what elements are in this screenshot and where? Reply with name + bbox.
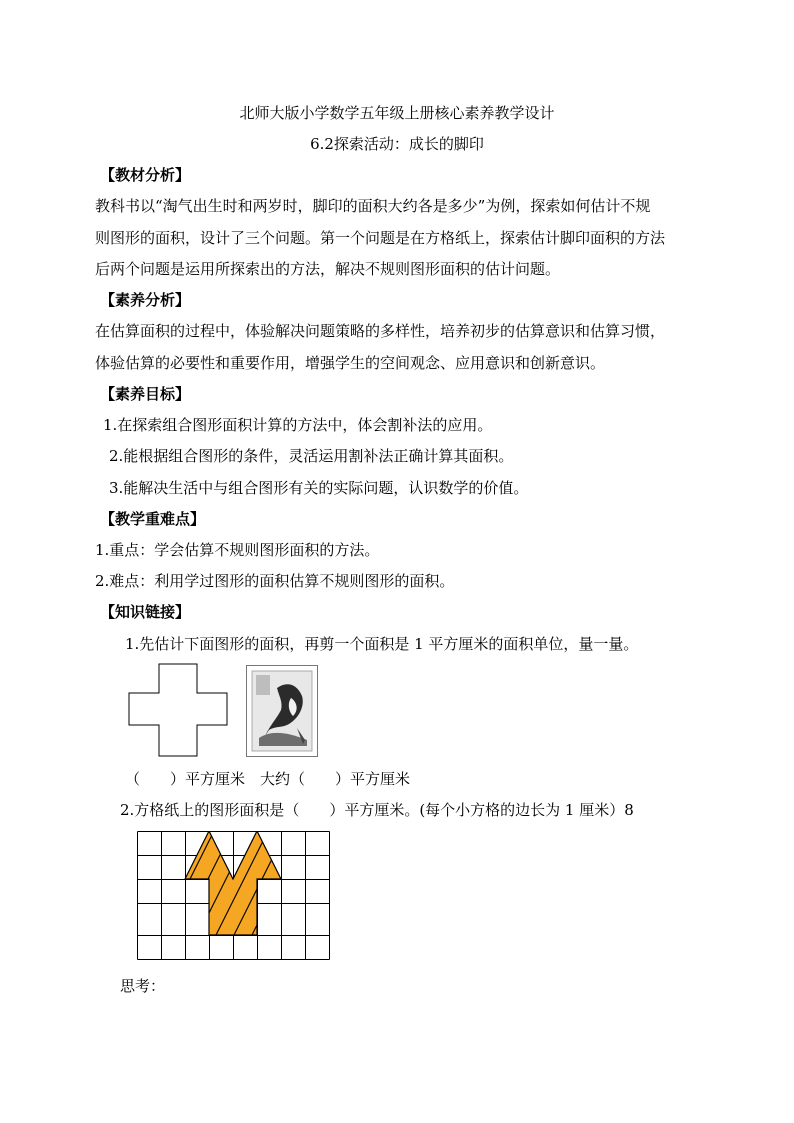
think-label: 思考： — [120, 977, 166, 995]
section-heading-material: 【教材分析】 — [100, 166, 191, 184]
cross-shape — [129, 664, 227, 756]
bird-stamp-illustration — [247, 666, 317, 756]
material-line-1: 教科书以“淘气出生时和两岁时，脚印的面积大约各是多少”为例，探索如何估计不规 — [95, 197, 651, 215]
bird-stamp-image — [246, 665, 318, 757]
question-1-answer: （ ）平方厘米 大约（ ）平方厘米 — [125, 770, 411, 788]
goal-line-3: 3.能解决生活中与组合图形有关的实际问题，认识数学的价值。 — [109, 479, 529, 497]
section-heading-literacy: 【素养分析】 — [100, 291, 191, 309]
keypoint-line-1: 1.重点：学会估算不规则图形面积的方法。 — [95, 541, 380, 559]
question-2: 2.方格纸上的图形面积是（ ）平方厘米。(每个小方格的边长为 1 厘米）8 — [120, 801, 634, 819]
document-subtitle: 6.2探索活动：成长的脚印 — [310, 135, 484, 153]
section-heading-links: 【知识链接】 — [100, 603, 191, 621]
document-title: 北师大版小学数学五年级上册核心素养教学设计 — [239, 104, 555, 122]
keypoint-line-2: 2.难点：利用学过图形的面积估算不规则图形的面积。 — [95, 572, 455, 590]
section-heading-goals: 【素养目标】 — [100, 385, 191, 403]
question-1: 1.先估计下面图形的面积，再剪一个面积是 1 平方厘米的面积单位，量一量。 — [125, 635, 639, 653]
goal-line-1: 1.在探索组合图形面积计算的方法中，体会割补法的应用。 — [103, 416, 493, 434]
material-line-3: 后两个问题是运用所探索出的方法，解决不规则图形面积的估计问题。 — [95, 260, 561, 278]
cross-shape-figure — [128, 663, 228, 757]
material-line-2: 则图形的面积，设计了三个问题。第一个问题是在方格纸上，探索估计脚印面积的方法 — [95, 229, 666, 247]
literacy-line-1: 在估算面积的过程中，体验解决问题策略的多样性，培养初步的估算意识和估算习惯， — [95, 322, 666, 340]
grid-figure — [137, 831, 333, 961]
stamp-text-block — [256, 675, 270, 695]
goal-line-2: 2.能根据组合图形的条件，灵活运用割补法正确计算其面积。 — [109, 447, 514, 465]
literacy-line-2: 体验估算的必要性和重要作用，增强学生的空间观念、应用意识和创新意识。 — [95, 354, 606, 372]
section-heading-keypoints: 【教学重难点】 — [100, 510, 206, 528]
